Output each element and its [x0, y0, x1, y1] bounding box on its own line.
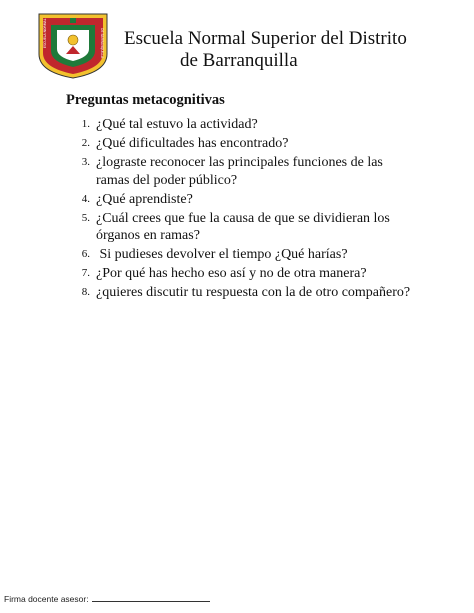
crest-left-lettering: ESCUELA NORMAL — [43, 18, 47, 48]
question-text-line: ¿Qué tal estuvo la actividad? — [96, 117, 258, 132]
question-number: 6. — [81, 248, 90, 260]
question-text — [96, 191, 466, 209]
question-number: 4. — [81, 192, 90, 205]
school-crest-logo — [36, 10, 110, 80]
question-number: 1. — [81, 118, 90, 130]
question-text-line: ¿Por qué has hecho eso así y no de otra manera? — [96, 266, 367, 281]
question-text — [96, 265, 466, 283]
section-heading: Preguntas metacognitivas — [66, 92, 225, 108]
question-item — [66, 191, 466, 209]
question-item — [66, 116, 466, 134]
question-text-line: Si pudieses devolver el tiempo ¿Qué harías? — [96, 247, 348, 262]
question-item — [66, 246, 466, 264]
questions-list — [66, 116, 466, 303]
question-number: 2. — [81, 137, 90, 149]
question-text — [96, 154, 466, 189]
question-number: 8. — [81, 286, 90, 298]
question-text — [96, 210, 466, 245]
question-item — [66, 265, 466, 283]
question-text-line: órganos en ramas? — [96, 228, 200, 243]
question-text-line: ¿Cuál crees que fue la causa de que se dividieran los — [96, 210, 390, 226]
question-number: 5. — [81, 211, 90, 224]
question-text — [96, 116, 466, 134]
question-number: 7. — [81, 267, 90, 279]
institution-title — [124, 28, 464, 72]
signature-line — [92, 594, 210, 602]
signature-footer — [4, 594, 210, 604]
question-text — [96, 284, 466, 302]
question-text-line: ramas del poder público? — [96, 172, 238, 188]
question-item — [66, 135, 466, 153]
question-item — [66, 284, 466, 302]
crest-right-lettering: DE BARRANQUILLA — [100, 28, 104, 59]
question-item — [66, 154, 466, 189]
question-number: 3. — [81, 156, 90, 168]
question-text-line: ¿quieres discutir tu respuesta con la de otro compañero? — [96, 285, 411, 300]
question-text-line: ¿Qué aprendiste? — [96, 191, 193, 207]
institution-title-line-2: de Barranquilla — [180, 50, 298, 71]
signature-label: Firma docente asesor: — [4, 594, 89, 604]
question-text — [96, 246, 466, 264]
question-item — [66, 210, 466, 245]
question-text — [96, 135, 466, 153]
question-text-line: ¿lograste reconocer las principales funciones de las — [96, 155, 383, 170]
crest-emblem — [36, 10, 110, 80]
institution-title-line-1: Escuela Normal Superior del Distrito — [124, 28, 407, 49]
question-text-line: ¿Qué dificultades has encontrado? — [96, 136, 289, 151]
